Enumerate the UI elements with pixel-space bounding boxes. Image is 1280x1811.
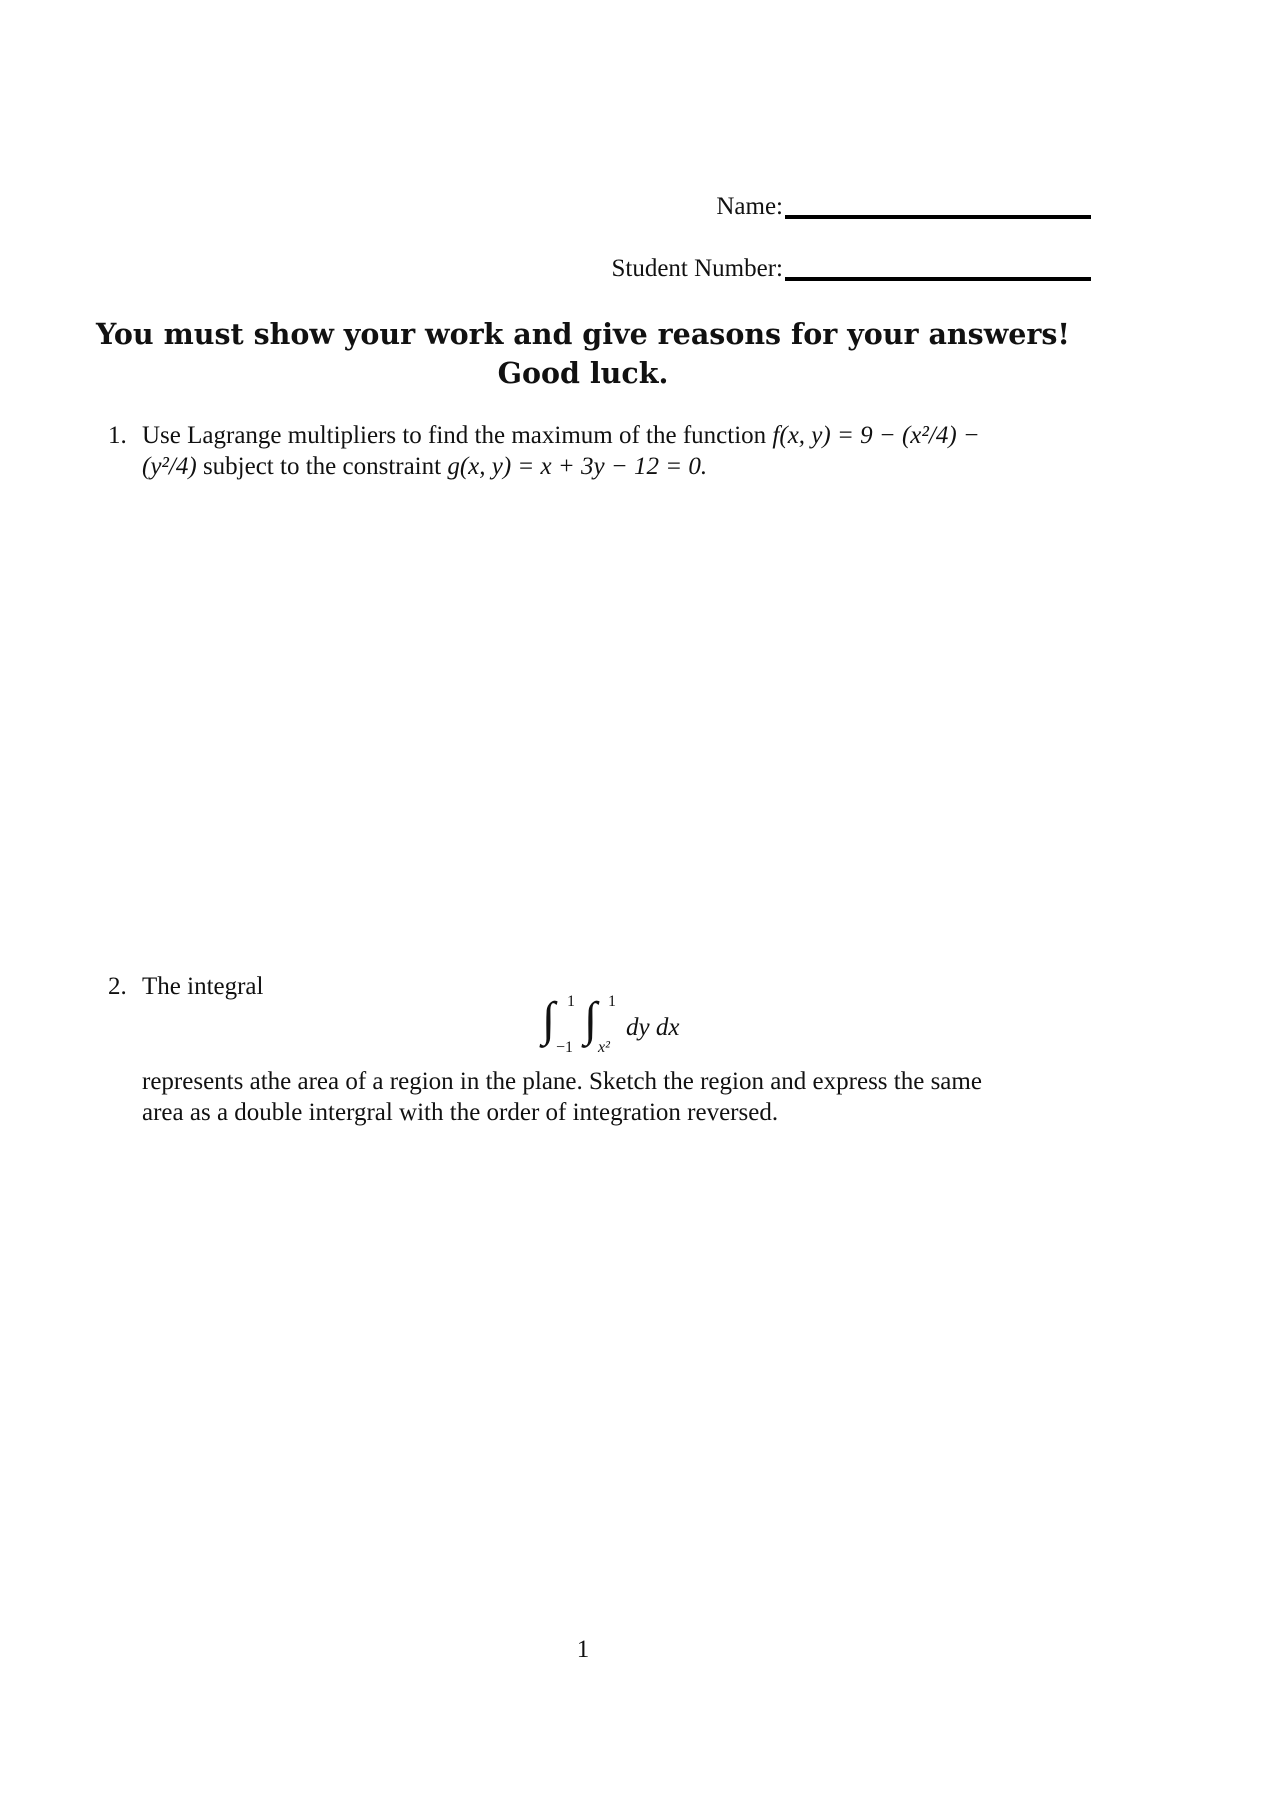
outer-integral-sign: ∫ — [542, 993, 556, 1046]
good-luck-heading: Good luck. — [497, 356, 669, 390]
inner-lower-limit: x² — [598, 1039, 610, 1056]
page-number: 1 — [576, 1636, 590, 1663]
inner-integral-sign: ∫ — [584, 993, 598, 1046]
question-1-number: 1. — [108, 422, 127, 449]
student-number-field[interactable] — [785, 277, 1091, 281]
instructions-heading: You must show your work and give reasons for your answers! — [96, 317, 1070, 351]
question-2-number: 2. — [108, 973, 127, 1000]
question-2-intro: The integral — [142, 973, 264, 1000]
question-1-line-1 — [142, 420, 980, 451]
question-1-function: f(x, y) = 9 − (x²/4) − — [772, 422, 980, 449]
integrand: dy dx — [626, 1014, 680, 1041]
double-integral — [538, 990, 708, 1060]
question-1-constraint: g(x, y) = x + 3y − 12 = 0. — [447, 453, 708, 480]
question-2-line-1: represents athe area of a region in the plane. Sketch the region and express the same — [142, 1068, 982, 1095]
question-1-function-cont: (y²/4) — [142, 453, 197, 480]
name-field[interactable] — [785, 215, 1091, 219]
question-1-text-cont: subject to the constraint — [196, 453, 448, 480]
outer-upper-limit: 1 — [567, 993, 575, 1010]
question-1-text: Use Lagrange multipliers to find the maximum of the function — [142, 422, 773, 449]
question-2-line-2: area as a double intergral with the order of integration reversed. — [142, 1099, 779, 1126]
inner-upper-limit: 1 — [608, 993, 616, 1010]
student-number-label: Student Number: — [611, 255, 783, 282]
name-label: Name: — [716, 193, 783, 220]
question-1-line-2 — [142, 451, 707, 482]
outer-lower-limit: −1 — [556, 1039, 574, 1056]
